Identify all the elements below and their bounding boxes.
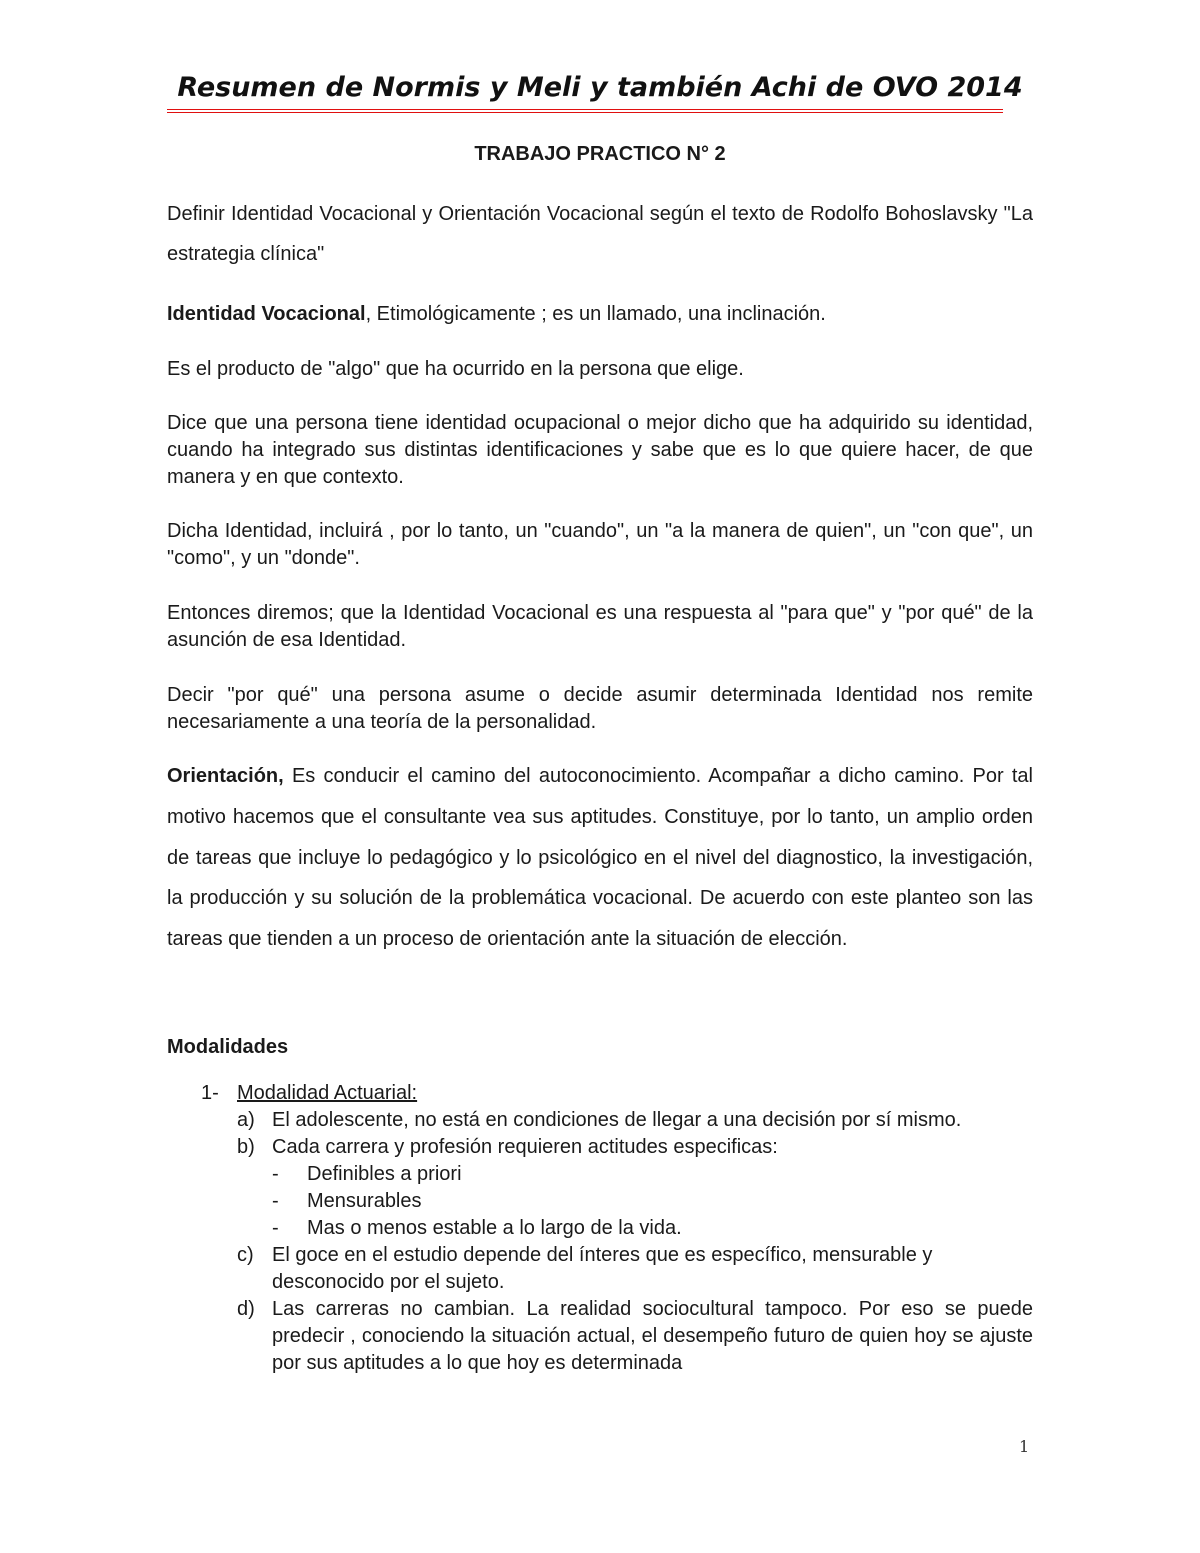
intro-paragraph: Definir Identidad Vocacional y Orientación Vocacional según el texto de Rodolfo Bohoslavsky "La estrategia clínica" bbox=[167, 203, 1033, 265]
page-number: 1 bbox=[1019, 1437, 1030, 1456]
list-item bbox=[167, 1188, 1033, 1215]
item-number: 1- bbox=[201, 1082, 219, 1104]
item-letter: b) bbox=[237, 1136, 255, 1158]
identidad-paragraph bbox=[167, 301, 1033, 328]
item-letter: a) bbox=[237, 1109, 255, 1131]
document-subtitle: TRABAJO PRACTICO N° 2 bbox=[474, 143, 726, 165]
bullet-text: Mensurables bbox=[307, 1190, 422, 1212]
list-item bbox=[167, 1215, 1033, 1242]
item-text: El adolescente, no está en condiciones de llegar a una decisión por sí mismo. bbox=[272, 1109, 962, 1131]
identidad-term: Identidad Vocacional bbox=[167, 303, 366, 325]
item-text: Las carreras no cambian. La realidad sociocultural tampoco. Por eso se puede predecir , conociendo la situación actual, el desempeño futuro de quien hoy se ajuste por sus aptitudes a lo que hoy es determinada bbox=[272, 1298, 1033, 1374]
list-item bbox=[167, 1242, 1033, 1296]
item-letter: c) bbox=[237, 1244, 254, 1266]
item-label: Modalidad Actuarial: bbox=[237, 1082, 418, 1104]
list-item bbox=[167, 1080, 1033, 1107]
orientacion-term: Orientación, bbox=[167, 765, 284, 787]
paragraph-entonces: Entonces diremos; que la Identidad Vocacional es una respuesta al "para que" y "por qué" de la asunción de esa Identidad. bbox=[167, 602, 1033, 651]
list-item bbox=[167, 1134, 1033, 1161]
list-item bbox=[167, 1296, 1033, 1377]
paragraph-decir: Decir "por qué" una persona asume o decide asumir determinada Identidad nos remite necesariamente a una teoría de la personalidad. bbox=[167, 684, 1033, 733]
orientacion-paragraph bbox=[167, 756, 1033, 960]
item-text: Cada carrera y profesión requieren actitudes especificas: bbox=[272, 1136, 778, 1158]
bullet-dash: - bbox=[272, 1217, 279, 1239]
item-text: El goce en el estudio depende del ínteres que es específico, mensurable y desconocido por el sujeto. bbox=[272, 1244, 933, 1293]
modalidades-list bbox=[167, 1080, 1033, 1377]
paragraph-producto: Es el producto de "algo" que ha ocurrido en la persona que elige. bbox=[167, 358, 744, 380]
bullet-dash: - bbox=[272, 1190, 279, 1212]
modalidades-heading: Modalidades bbox=[167, 1036, 289, 1058]
title-underline-top bbox=[167, 109, 1003, 110]
identidad-definition: , Etimológicamente ; es un llamado, una inclinación. bbox=[365, 303, 826, 325]
bullet-text: Definibles a priori bbox=[307, 1163, 462, 1185]
item-letter: d) bbox=[237, 1298, 255, 1320]
list-item bbox=[167, 1107, 1033, 1134]
document-title: Resumen de Normis y Meli y también Achi de OVO 2014 bbox=[177, 72, 1023, 103]
paragraph-dicha-identidad: Dicha Identidad, incluirá , por lo tanto, un "cuando", un "a la manera de quien", un "con que", un "como", y un "donde". bbox=[167, 520, 1033, 569]
bullet-text: Mas o menos estable a lo largo de la vida. bbox=[307, 1217, 682, 1239]
bullet-dash: - bbox=[272, 1163, 279, 1185]
paragraph-identidad-ocupacional: Dice que una persona tiene identidad ocupacional o mejor dicho que ha adquirido su identidad, cuando ha integrado sus distintas identificaciones y sabe que es lo que quiere hacer, de que manera y en que contexto. bbox=[167, 412, 1033, 488]
title-underline-bottom bbox=[167, 112, 1003, 113]
orientacion-definition: Es conducir el camino del autoconocimiento. Acompañar a dicho camino. Por tal motivo hacemos que el consultante vea sus aptitudes. Constituye, por lo tanto, un amplio orden de tareas que incluye lo pedagógico y lo psicológico en el nivel del diagnostico, la investigación, la producción y su solución de la problemática vocacional. De acuerdo con este planteo son las tareas que tienden a un proceso de orientación ante la situación de elección. bbox=[167, 765, 1033, 951]
list-item bbox=[167, 1161, 1033, 1188]
